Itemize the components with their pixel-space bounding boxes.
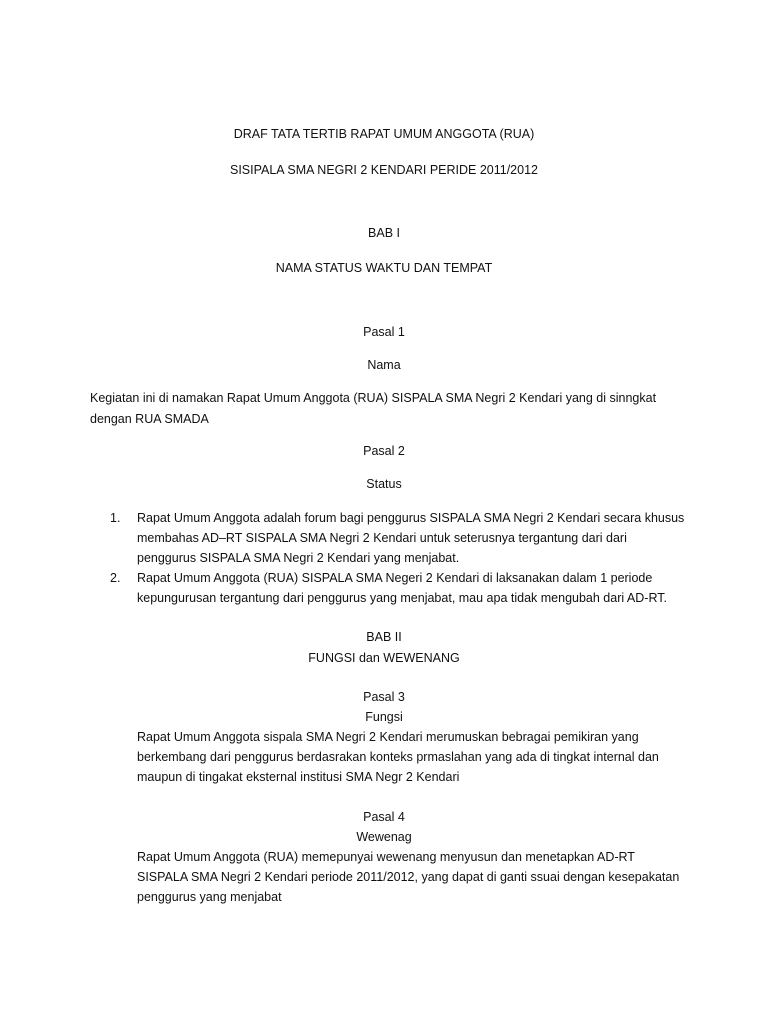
bab-1-heading: BAB I <box>368 226 400 240</box>
bab-2-heading: BAB II <box>366 630 402 644</box>
pasal-4-title: Wewenag <box>356 830 412 844</box>
pasal-4-body-line: SISPALA SMA Negri 2 Kendari periode 2011/2012, yang dapat di ganti ssuai dengan kesepakatan <box>137 870 680 884</box>
list-item-line: membahas AD–RT SISPALA SMA Negri 2 Kendari untuk seterusnya tergantung dari dari <box>137 531 627 545</box>
pasal-1-body-line: dengan RUA SMADA <box>90 412 209 426</box>
list-item-line: Rapat Umum Anggota (RUA) SISPALA SMA Negeri 2 Kendari di laksanakan dalam 1 periode <box>137 571 653 585</box>
list-item-number: 1. <box>110 511 121 525</box>
document-title-line-1: DRAF TATA TERTIB RAPAT UMUM ANGGOTA (RUA) <box>233 127 535 141</box>
list-item-line: Rapat Umum Anggota adalah forum bagi penggurus SISPALA SMA Negri 2 Kendari secara khusus <box>137 511 685 525</box>
document-title-line-2: SISIPALA SMA NEGRI 2 KENDARI PERIDE 2011/2012 <box>229 163 538 177</box>
bab-2-title: FUNGSI dan WEWENANG <box>308 651 460 665</box>
pasal-3-body-line: berkembang dari penggurus berdasrakan konteks prmaslahan yang ada di tingkat internal dan <box>137 750 659 764</box>
list-item-number: 2. <box>110 571 121 585</box>
pasal-4-heading: Pasal 4 <box>363 810 405 824</box>
pasal-4-body-line: Rapat Umum Anggota (RUA) memepunyai wewenang menyusun dan menetapkan AD-RT <box>137 850 635 864</box>
pasal-2-title: Status <box>366 477 402 491</box>
pasal-3-title: Fungsi <box>365 710 403 724</box>
pasal-3-body-line: maupun di tingakat eksternal institusi SMA Negr 2 Kendari <box>137 770 460 784</box>
pasal-4-body-line: penggurus yang menjabat <box>137 890 282 904</box>
pasal-1-heading: Pasal 1 <box>363 325 405 339</box>
pasal-2-heading: Pasal 2 <box>363 444 405 458</box>
pasal-3-heading: Pasal 3 <box>363 690 405 704</box>
bab-1-title: NAMA STATUS WAKTU DAN TEMPAT <box>275 261 493 275</box>
list-item-line: kepungurusan tergantung dari penggurus yang menjabat, mau apa tidak mengubah dari AD-RT. <box>137 591 667 605</box>
pasal-1-body-line: Kegiatan ini di namakan Rapat Umum Anggota (RUA) SISPALA SMA Negri 2 Kendari yang di sinngkat <box>90 391 657 405</box>
list-item-line: penggurus SISPALA SMA Negri 2 Kendari yang menjabat. <box>137 551 460 565</box>
pasal-1-title: Nama <box>367 358 401 372</box>
pasal-3-body-line: Rapat Umum Anggota sispala SMA Negri 2 Kendari merumuskan bebragai pemikiran yang <box>137 730 639 744</box>
